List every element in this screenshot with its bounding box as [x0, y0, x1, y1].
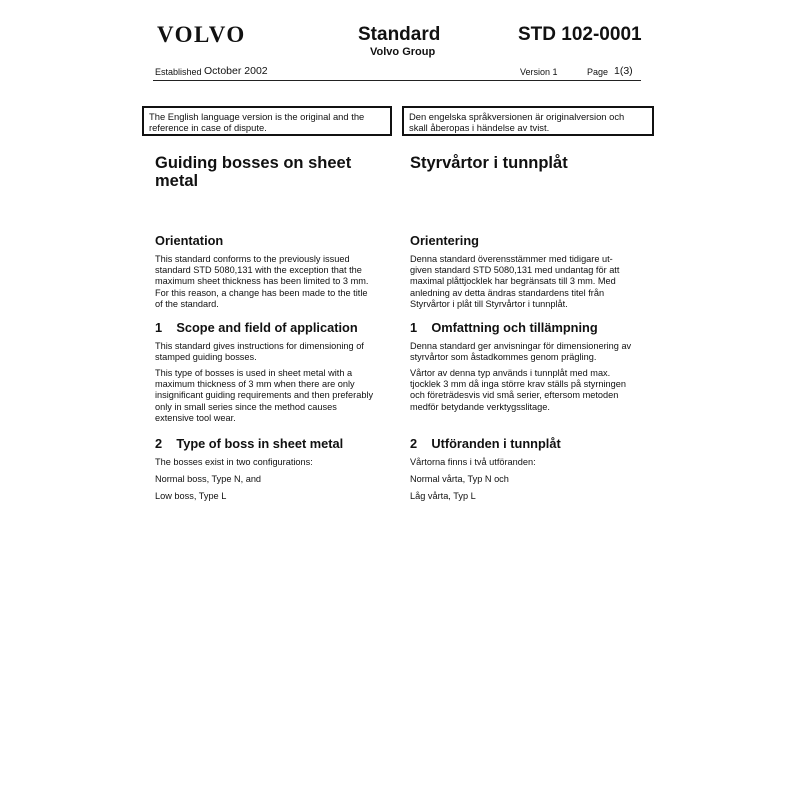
text-line: maximum sheet thickness has been limited to 3 mm. [155, 276, 369, 287]
section2-paragraph1-swedish: Vårtorna finns i två utföranden: [410, 457, 536, 467]
orientation-heading-english: Orientation [155, 233, 224, 248]
section2-heading-swedish: 2 Utföranden i tunnplåt [410, 436, 561, 451]
document-title-english [155, 154, 380, 190]
document-title-swedish [410, 154, 645, 172]
section2-paragraph3-english: Low boss, Type L [155, 491, 227, 501]
section1-heading-swedish: 1 Omfattning och tillämpning [410, 320, 598, 335]
title-line: Styrvårtor i tunnplåt [410, 154, 568, 172]
notice-line: skall åberopas i händelse av tvist. [409, 122, 550, 133]
notice-line: Den engelska språkversionen är originalversion och [409, 111, 625, 122]
notice-box-swedish [402, 106, 654, 136]
page-number: 1(3) [614, 65, 633, 77]
text-line: given standard STD 5080,131 med undantag för att [410, 265, 620, 276]
text-line: stamped guiding bosses. [155, 352, 257, 363]
orientation-text-swedish [410, 254, 645, 310]
text-line: medför betydande verktygsslitage. [410, 401, 550, 412]
section2-heading-english: 2 Type of boss in sheet metal [155, 436, 344, 451]
document-type-title: Standard [358, 24, 441, 45]
text-line: only in small series since the method causes [155, 401, 337, 412]
text-line: Denna standard överensstämmer med tidigare ut- [410, 254, 613, 264]
text-line: extensive tool wear. [155, 412, 236, 423]
text-line: anledning av detta ändras standardens titel från [410, 287, 605, 298]
text-line: Denna standard ger anvisningar för dimensionering av [410, 341, 632, 351]
section2-paragraph3-swedish: Låg vårta, Typ L [410, 491, 476, 501]
established-date: October 2002 [204, 65, 268, 77]
section2-paragraph1-english: The bosses exist in two configurations: [155, 457, 313, 467]
text-line: maximum thickness of 3 mm when there are only [155, 379, 355, 390]
text-line: insignificant guiding requirements and then preferably [155, 390, 374, 401]
text-line: This standard conforms to the previously issued [155, 254, 350, 264]
section1-paragraph2-swedish [410, 368, 645, 413]
text-line: maximal plåttjocklek har begränsats till 3 mm. Med [410, 276, 616, 287]
text-line: standard STD 5080,131 with the exception that the [155, 265, 362, 276]
notice-box-english [142, 106, 392, 136]
version-label: Version 1 [520, 67, 558, 77]
section2-paragraph2-swedish: Normal vårta, Typ N och [410, 474, 509, 484]
notice-line: reference in case of dispute. [149, 122, 267, 133]
text-line: och företrädesvis vid små serier, eftersom metoden [410, 390, 619, 401]
page-label: Page [587, 67, 609, 77]
text-line: Vårtor av denna typ används i tunnplåt med max. [410, 368, 611, 378]
section1-paragraph2-english [155, 368, 380, 424]
text-line: Styrvårtor i plåt till Styrvårtor i tunnplåt. [410, 298, 568, 309]
title-line: Guiding bosses on sheet [155, 154, 352, 172]
text-line: tjocklek 3 mm då inga större krav ställs på styrningen [410, 379, 626, 390]
text-line: This type of bosses is used in sheet metal with a [155, 368, 353, 378]
volvo-logo: VOLVO [157, 22, 246, 47]
established-label: Established [155, 67, 202, 77]
standard-number: STD 102-0001 [518, 24, 642, 45]
section1-paragraph1-swedish [410, 341, 645, 363]
text-line: styrvårtor som åstadkommes genom prägling. [410, 352, 597, 363]
orientation-text-english [155, 254, 380, 310]
text-line: This standard gives instructions for dimensioning of [155, 341, 364, 351]
section1-paragraph1-english [155, 341, 380, 363]
section1-heading-english: 1 Scope and field of application [155, 320, 358, 335]
notice-line: The English language version is the original and the [149, 111, 365, 122]
text-line: of the standard. [155, 298, 219, 309]
text-line: For this reason, a change has been made to the title [155, 287, 368, 298]
orientation-heading-swedish: Orientering [410, 233, 479, 248]
section2-paragraph2-english: Normal boss, Type N, and [155, 474, 262, 484]
header-divider [153, 80, 641, 81]
title-line: metal [155, 172, 199, 190]
document-organization: Volvo Group [370, 46, 436, 58]
